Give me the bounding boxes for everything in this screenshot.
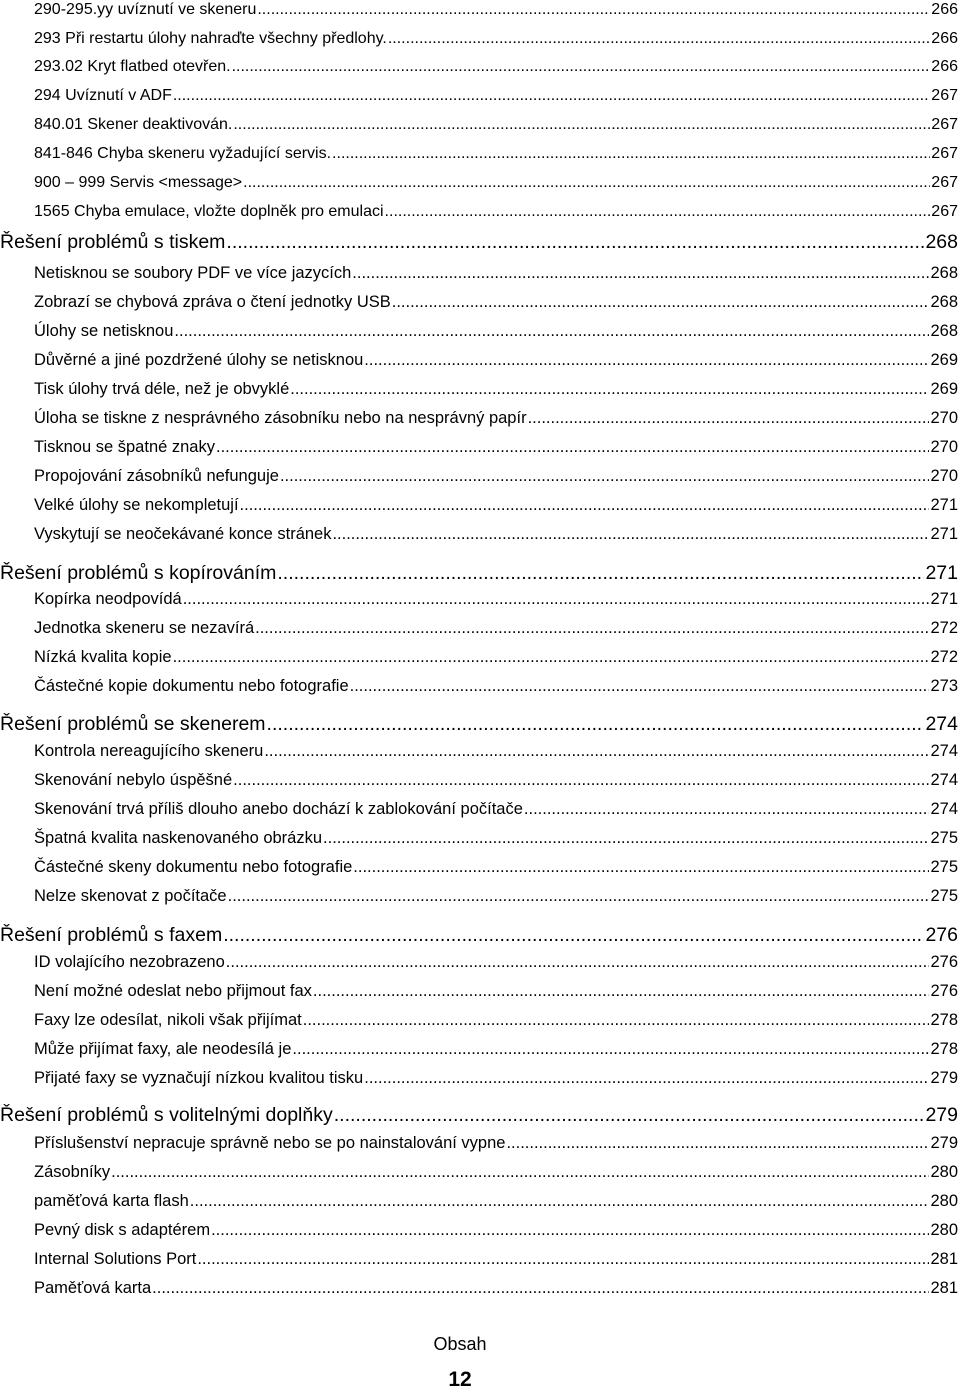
toc-section-heading[interactable]: [0, 924, 958, 947]
toc-entry[interactable]: [34, 116, 958, 134]
toc-entry-page: 270: [930, 467, 958, 485]
toc-entry-page: 268: [930, 264, 958, 282]
toc-entry-title: Nelze skenovat z počítače: [34, 887, 227, 905]
toc-entry-page: 275: [930, 858, 958, 876]
toc-entry-title: Úlohy se netisknou: [34, 322, 174, 340]
toc-entry-title: Skenování nebylo úspěšné: [34, 771, 233, 789]
toc-entry[interactable]: [34, 771, 958, 790]
toc-entry-page: 274: [930, 771, 958, 789]
toc-leader-dots: [211, 1221, 929, 1240]
toc-entry-page: 266: [931, 30, 958, 47]
toc-leader-dots: [280, 467, 930, 486]
toc-section-heading[interactable]: [0, 231, 958, 254]
toc-leader-dots: [264, 742, 929, 761]
toc-entry[interactable]: [34, 58, 958, 76]
toc-entry-page: 269: [930, 380, 958, 398]
toc-leader-dots: [228, 887, 930, 906]
toc-entry-page: 280: [930, 1163, 958, 1181]
toc-leader-dots: [353, 858, 929, 877]
toc-entry-title: Příslušenství nepracuje správně nebo se po nainstalování vypne: [34, 1134, 506, 1152]
toc-heading-page: 271: [925, 562, 958, 584]
toc-entry[interactable]: [34, 677, 958, 696]
toc-entry-page: 273: [930, 677, 958, 695]
toc-entry[interactable]: [34, 648, 958, 667]
toc-entry[interactable]: [34, 1192, 958, 1211]
toc-leader-dots: [216, 438, 929, 457]
toc-entry[interactable]: [34, 264, 958, 283]
toc-heading-page: 274: [925, 713, 958, 735]
toc-entry-page: 267: [931, 174, 958, 191]
toc-entry-title: Velké úlohy se nekompletují: [34, 496, 239, 514]
toc-entry-title: 900 – 999 Servis <message>: [34, 174, 243, 191]
toc-entry-title: Tisknou se špatné znaky: [34, 438, 215, 456]
toc-entry-title: Skenování trvá příliš dlouho anebo dochází k zablokování počítače: [34, 800, 523, 818]
toc-leader-dots: [197, 1250, 929, 1269]
toc-entry-page: 269: [930, 351, 958, 369]
toc-entry[interactable]: [34, 525, 958, 544]
toc-entry[interactable]: [34, 742, 958, 761]
toc-entry-title: Tisk úlohy trvá déle, než je obvyklé: [34, 380, 290, 398]
toc-heading-title: Řešení problémů s volitelnými doplňky: [0, 1104, 333, 1126]
toc-leader-dots: [334, 1104, 925, 1127]
toc-entry-page: 281: [930, 1279, 958, 1297]
toc-entry-title: Kopírka neodpovídá: [34, 590, 182, 608]
toc-entry[interactable]: [34, 887, 958, 906]
toc-leader-dots: [313, 982, 930, 1001]
toc-leader-dots: [332, 145, 930, 163]
toc-entry-title: Není možné odeslat nebo přijmout fax: [34, 982, 312, 1000]
toc-entry[interactable]: [34, 322, 958, 341]
toc-leader-dots: [528, 409, 930, 428]
toc-leader-dots: [277, 562, 924, 585]
toc-section-heading[interactable]: [0, 1104, 958, 1127]
toc-entry[interactable]: [34, 1011, 958, 1030]
toc-entry-title: 294 Uvíznutí v ADF: [34, 87, 172, 104]
toc-entry-page: 272: [930, 619, 958, 637]
toc-entry-page: 280: [930, 1221, 958, 1239]
toc-entry[interactable]: [34, 858, 958, 877]
toc-leader-dots: [385, 203, 931, 221]
toc-heading-title: Řešení problémů s tiskem: [0, 231, 226, 253]
toc-leader-dots: [111, 1163, 929, 1182]
toc-entry[interactable]: [34, 380, 958, 399]
toc-entry-page: 268: [930, 293, 958, 311]
toc-leader-dots: [243, 174, 930, 192]
toc-entry-title: Částečné kopie dokumentu nebo fotografie: [34, 677, 349, 695]
toc-entry-page: 266: [931, 58, 958, 75]
toc-entry-title: 293.02 Kryt flatbed otevřen.: [34, 58, 231, 75]
toc-entry-page: 275: [930, 887, 958, 905]
toc-leader-dots: [174, 322, 929, 341]
toc-heading-page: 276: [925, 924, 958, 946]
toc-entry-page: 281: [930, 1250, 958, 1268]
toc-leader-dots: [183, 590, 930, 609]
toc-entry[interactable]: [34, 409, 958, 428]
toc-entry[interactable]: [34, 1, 958, 19]
toc-entry-title: paměťová karta flash: [34, 1192, 189, 1210]
toc-entry[interactable]: [34, 800, 958, 819]
toc-entry-page: 278: [930, 1040, 958, 1058]
toc-entry-title: Částečné skeny dokumentu nebo fotografie: [34, 858, 353, 876]
toc-entry-title: 290-295.yy uvíznutí ve skeneru: [34, 1, 257, 18]
toc-leader-dots: [257, 1, 930, 19]
toc-leader-dots: [233, 771, 929, 790]
toc-entry-title: Může přijímat faxy, ale neodesílá je: [34, 1040, 292, 1058]
toc-entry-title: Jednotka skeneru se nezavírá: [34, 619, 255, 637]
toc-leader-dots: [506, 1134, 929, 1153]
toc-leader-dots: [332, 525, 929, 544]
toc-entry-title: 293 Při restartu úlohy nahraďte všechny předlohy.: [34, 30, 387, 47]
toc-leader-dots: [226, 231, 924, 254]
toc-leader-dots: [352, 264, 929, 283]
toc-entry-title: Propojování zásobníků nefunguje: [34, 467, 279, 485]
toc-leader-dots: [240, 496, 930, 515]
toc-entry-title: 840.01 Skener deaktivován.: [34, 116, 233, 133]
toc-heading-title: Řešení problémů se skenerem: [0, 713, 266, 735]
toc-entry[interactable]: [34, 1221, 958, 1240]
toc-entry-page: 267: [931, 87, 958, 104]
toc-entry-title: 1565 Chyba emulace, vložte doplněk pro emulaci: [34, 203, 384, 220]
toc-entry-title: Zásobníky: [34, 1163, 111, 1181]
toc-entry[interactable]: [34, 982, 958, 1001]
toc-entry-page: 279: [930, 1069, 958, 1087]
toc-leader-dots: [323, 829, 929, 848]
toc-leader-dots: [226, 953, 930, 972]
toc-entry[interactable]: [34, 1134, 958, 1153]
toc-entry-page: 270: [930, 438, 958, 456]
toc-entry-title: Faxy lze odesílat, nikoli však přijímat: [34, 1011, 302, 1029]
toc-entry-title: Kontrola nereagujícího skeneru: [34, 742, 264, 760]
toc-leader-dots: [233, 116, 930, 134]
toc-leader-dots: [388, 30, 930, 48]
toc-leader-dots: [364, 351, 929, 370]
toc-entry-title: Internal Solutions Port: [34, 1250, 197, 1268]
toc-entry[interactable]: [34, 1069, 958, 1088]
toc-entry-page: 266: [931, 1, 958, 18]
toc-leader-dots: [292, 1040, 929, 1059]
toc-leader-dots: [290, 380, 929, 399]
toc-entry-title: Netisknou se soubory PDF ve více jazycích: [34, 264, 352, 282]
toc-entry[interactable]: [34, 953, 958, 972]
toc-entry-title: Nízká kvalita kopie: [34, 648, 172, 666]
toc-leader-dots: [255, 619, 929, 638]
toc-entry-page: 274: [930, 742, 958, 760]
toc-entry-title: Paměťová karta: [34, 1279, 152, 1297]
toc-entry-title: ID volajícího nezobrazeno: [34, 953, 225, 971]
toc-entry-page: 267: [931, 116, 958, 133]
toc-section-heading[interactable]: [0, 713, 958, 736]
toc-entry-page: 276: [930, 953, 958, 971]
toc-leader-dots: [173, 648, 930, 667]
toc-entry-page: 271: [930, 496, 958, 514]
toc-entry[interactable]: [34, 619, 958, 638]
toc-entry[interactable]: [34, 293, 958, 312]
toc-entry-title: Vyskytují se neočekávané konce stránek: [34, 525, 332, 543]
toc-entry-title: Přijaté faxy se vyznačují nízkou kvalitou tisku: [34, 1069, 364, 1087]
toc-heading-title: Řešení problémů s kopírováním: [0, 562, 277, 584]
toc-entry-title: Špatná kvalita naskenovaného obrázku: [34, 829, 323, 847]
toc-entry-page: 276: [930, 982, 958, 1000]
toc-leader-dots: [173, 87, 930, 105]
toc-heading-page: 268: [925, 231, 958, 253]
toc-entry[interactable]: [34, 467, 958, 486]
toc-entry[interactable]: [34, 203, 958, 221]
toc-entry[interactable]: [34, 351, 958, 370]
toc-leader-dots: [364, 1069, 929, 1088]
toc-entry-page: 267: [931, 203, 958, 220]
toc-entry[interactable]: [34, 1279, 958, 1298]
toc-entry-page: 274: [930, 800, 958, 818]
toc-heading-title: Řešení problémů s faxem: [0, 924, 223, 946]
toc-entry[interactable]: [34, 1250, 958, 1269]
toc-leader-dots: [152, 1279, 929, 1298]
toc-entry-page: 271: [930, 590, 958, 608]
toc-section-heading[interactable]: [0, 562, 958, 585]
toc-entry-title: Úloha se tiskne z nesprávného zásobníku nebo na nesprávný papír: [34, 409, 527, 427]
toc-entry[interactable]: [34, 496, 958, 515]
toc-leader-dots: [190, 1192, 930, 1211]
toc-entry-page: 271: [930, 525, 958, 543]
toc-leader-dots: [392, 293, 930, 312]
toc-entry[interactable]: [34, 145, 958, 163]
toc-leader-dots: [350, 677, 930, 696]
toc-entry-title: Zobrazí se chybová zpráva o čtení jednotky USB: [34, 293, 391, 311]
toc-leader-dots: [303, 1011, 930, 1030]
toc-entry-title: Pevný disk s adaptérem: [34, 1221, 211, 1239]
toc-entry-page: 280: [930, 1192, 958, 1210]
toc-leader-dots: [267, 713, 925, 736]
toc-entry-title: Důvěrné a jiné pozdržené úlohy se netisknou: [34, 351, 364, 369]
toc-entry[interactable]: [34, 174, 958, 192]
footer-page-number: 12: [448, 1368, 472, 1391]
toc-entry-title: 841-846 Chyba skeneru vyžadující servis.: [34, 145, 332, 162]
toc-entry[interactable]: [34, 829, 958, 848]
toc-entry[interactable]: [34, 590, 958, 609]
toc-entry[interactable]: [34, 438, 958, 457]
toc-leader-dots: [232, 58, 931, 76]
toc-leader-dots: [223, 924, 924, 947]
toc-entry-page: 268: [930, 322, 958, 340]
toc-entry-page: 272: [930, 648, 958, 666]
toc-leader-dots: [524, 800, 930, 819]
toc-entry[interactable]: [34, 87, 958, 105]
toc-entry-page: 270: [930, 409, 958, 427]
toc-entry-page: 279: [930, 1134, 958, 1152]
toc-heading-page: 279: [925, 1104, 958, 1126]
toc-entry-page: 267: [931, 145, 958, 162]
toc-entry-page: 275: [930, 829, 958, 847]
toc-entry-page: 278: [930, 1011, 958, 1029]
toc-entry[interactable]: [34, 1040, 958, 1059]
toc-entry[interactable]: [34, 30, 958, 48]
footer-section-label: Obsah: [433, 1334, 487, 1354]
toc-entry[interactable]: [34, 1163, 958, 1182]
